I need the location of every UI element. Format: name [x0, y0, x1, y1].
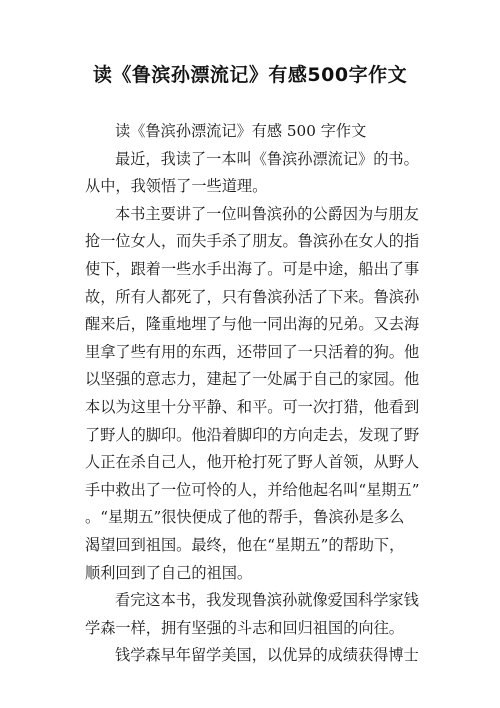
document-title: 读《鲁滨孙漂流记》有感500字作文 [92, 64, 408, 86]
text-line: 看完这本书，我发现鲁滨孙就像爱国科学家钱 [115, 591, 419, 610]
text-line: 使下，跟着一些水手出海了。可是中途，船出了事 [85, 259, 420, 278]
document-body [85, 118, 421, 670]
text-line: 了野人的脚印。他沿着脚印的方向走去，发现了野 [85, 425, 420, 444]
text-line: 钱学森早年留学美国，以优异的成绩获得博士 [115, 646, 419, 665]
text-line: 手中救出了一位可怜的人，并给他起名叫“星期五” [85, 480, 420, 499]
text-line: 以坚强的意志力，建起了一处属于自己的家园。他 [85, 370, 420, 389]
text-line: 本以为这里十分平静、和平。可一次打猎，他看到 [85, 397, 420, 416]
text-line: 本书主要讲了一位叫鲁滨孙的公爵因为与朋友 [115, 204, 419, 223]
text-line: 读《鲁滨孙漂流记》有感 500 字作文 [115, 122, 367, 140]
text-line: 抢一位女人，而失手杀了朋友。鲁滨孙在女人的指 [85, 232, 420, 251]
text-line: 。“星期五”很快便成了他的帮手，鲁滨孙是多么 [85, 508, 405, 527]
text-line: 从中，我领悟了一些道理。 [85, 177, 268, 196]
text-line: 里拿了些有用的东西，还带回了一只活着的狗。他 [85, 342, 420, 361]
text-line: 醒来后，隆重地埋了与他一同出海的兄弟。又去海 [85, 315, 420, 334]
text-line: 最近，我读了一本叫《鲁滨孙漂流记》的书。 [115, 149, 419, 168]
text-line: 故，所有人都死了，只有鲁滨孙活了下来。鲁滨孙 [85, 287, 420, 306]
text-line: 渴望回到祖国。最终，他在“星期五”的帮助下， [85, 535, 405, 554]
text-line: 学森一样，拥有坚强的斗志和回归祖国的向往。 [85, 618, 404, 637]
text-line: 顺利回到了自己的祖国。 [85, 563, 253, 582]
text-line: 人正在杀自己人，他开枪打死了野人首领，从野人 [85, 453, 420, 472]
